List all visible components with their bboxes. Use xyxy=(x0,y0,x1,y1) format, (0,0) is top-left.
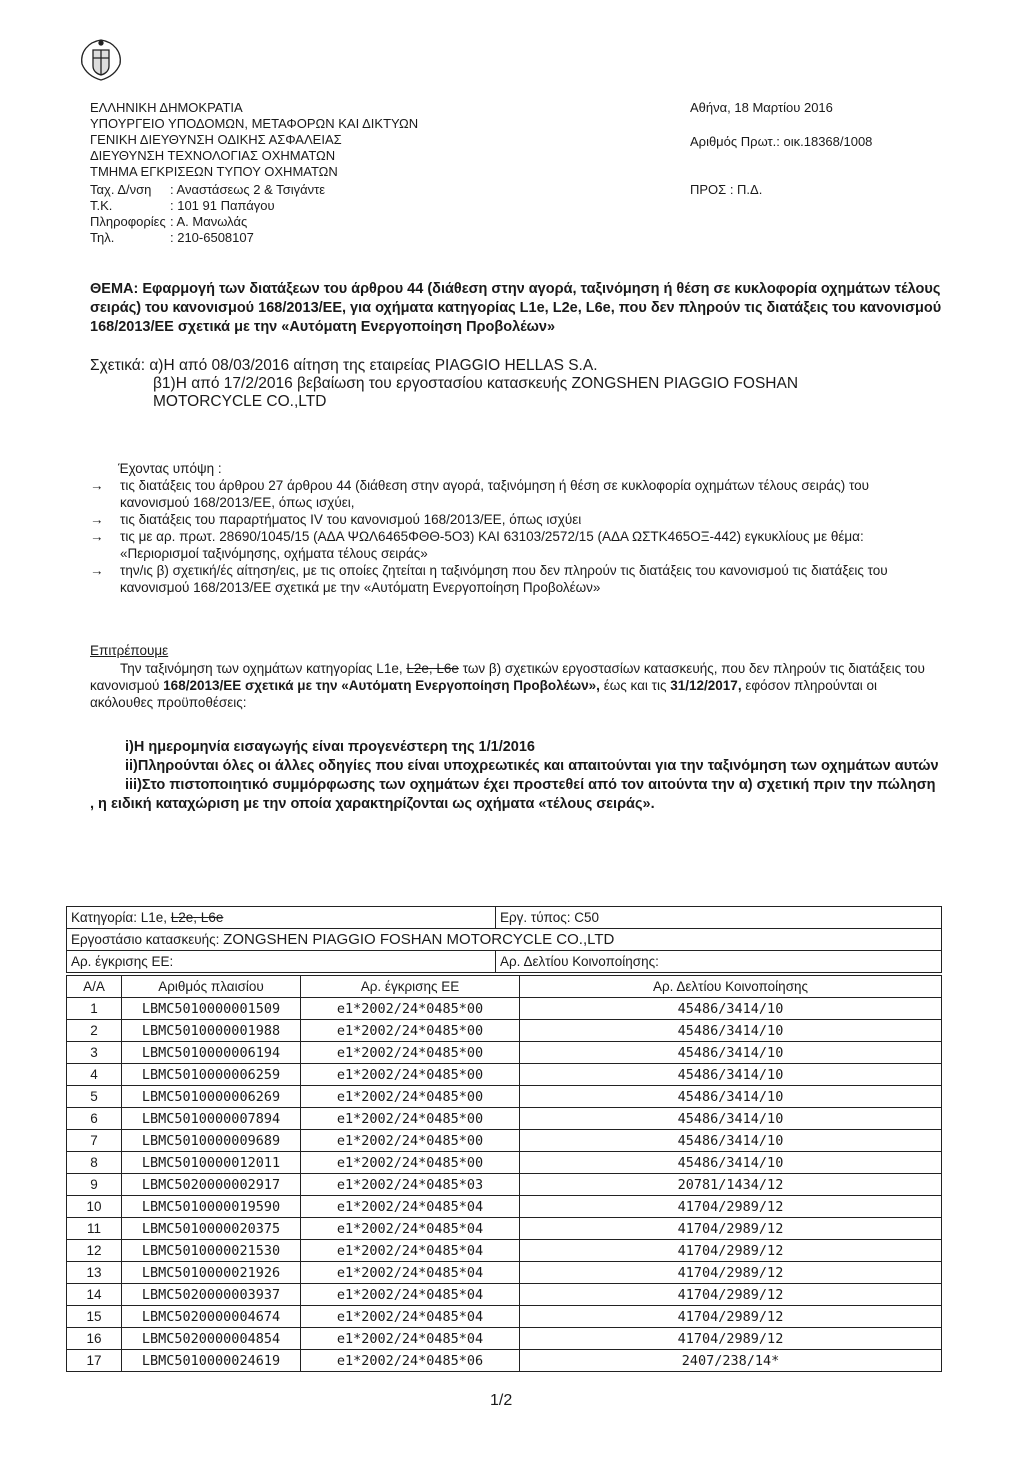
table-body xyxy=(67,998,942,1372)
row-number-cell: 15 xyxy=(67,1306,122,1328)
row-number-cell: 1 xyxy=(67,998,122,1020)
related-line: Σχετικά: α)Η από 08/03/2016 αίτηση της εταιρείας PIAGGIO HELLAS S.A. xyxy=(90,357,598,374)
table-row xyxy=(67,1328,942,1350)
contact-label: Ταχ. Δ/νση xyxy=(90,182,152,197)
chassis-number-cell: LBMC5010000007894 xyxy=(122,1108,301,1130)
eu-approval-number-cell: e1*2002/24*0485*00 xyxy=(301,998,520,1020)
row-number-cell: 5 xyxy=(67,1086,122,1108)
eu-approval-number-cell: e1*2002/24*0485*06 xyxy=(301,1350,520,1372)
notice-number-cell: 41704/2989/12 xyxy=(520,1284,942,1306)
condition-item: i)Η ημερομηνία εισαγωγής είναι προγενέστερη της 1/1/2016 xyxy=(125,739,536,755)
arrow-icon: → xyxy=(90,512,104,527)
list-item: → τις διατάξεις του παραρτήματος IV του κανονισμού 168/2013/ΕΕ, όπως ισχύει xyxy=(90,512,582,527)
chassis-number-cell: LBMC5010000019590 xyxy=(122,1196,301,1218)
condition-item: iii)Στο πιστοποιητικό συμμόρφωσης των οχημάτων έχει προστεθεί από τον αιτούντα την α) σχετική πριν την πώληση , η ειδική καταχώριση με την οποία χαρακτηρίζονται ως οχήματα «τέλους σειράς». xyxy=(90,777,936,812)
notice-number-cell: 41704/2989/12 xyxy=(520,1240,942,1262)
row-number-cell: 3 xyxy=(67,1042,122,1064)
notice-number-cell: 41704/2989/12 xyxy=(520,1306,942,1328)
table-row xyxy=(67,1108,942,1130)
notice-number-cell: 2407/238/14* xyxy=(520,1350,942,1372)
contact-value: : Α. Μανωλάς xyxy=(170,214,248,229)
contact-label: Τ.Κ. xyxy=(90,198,113,213)
notice-number-cell: 20781/1434/12 xyxy=(520,1174,942,1196)
column-header: Αρ. Δελτίου Κοινοποίησης xyxy=(520,976,942,998)
table-row xyxy=(67,1086,942,1108)
notice-number-cell: 45486/3414/10 xyxy=(520,1064,942,1086)
eu-approval-number-cell: e1*2002/24*0485*00 xyxy=(301,1152,520,1174)
table-row xyxy=(67,1284,942,1306)
chassis-number-cell: LBMC5020000003937 xyxy=(122,1284,301,1306)
eu-approval-number-cell: e1*2002/24*0485*04 xyxy=(301,1328,520,1350)
contact-value: : 210-6508107 xyxy=(170,230,254,245)
table-row xyxy=(67,1350,942,1372)
chassis-number-cell: LBMC5010000001988 xyxy=(122,1020,301,1042)
table-header-row xyxy=(67,976,942,998)
related-line: β1)Η από 17/2/2016 βεβαίωση του εργοστασίου κατασκευής ZONGSHEN PIAGGIO FOSHAN xyxy=(153,375,799,392)
table-row xyxy=(67,1196,942,1218)
notice-number-cell: 41704/2989/12 xyxy=(520,1196,942,1218)
notice-number-cell: 45486/3414/10 xyxy=(520,1020,942,1042)
contact-block xyxy=(90,182,325,246)
row-number-cell: 4 xyxy=(67,1064,122,1086)
list-item: → την/ις β) σχετική/ές αίτηση/εις, με τις οποίες ζητείται η ταξινόμηση που δεν πληρούν τις διατάξεις του κανονισμού τις διατάξεις του κανονισμού 168/2013/ΕΕ σχετικά με την «Αυτόματη Ενεργοποίηση Προβολέων» xyxy=(90,563,888,595)
chassis-number-cell: LBMC5010000006269 xyxy=(122,1086,301,1108)
column-header: Α/Α xyxy=(67,976,122,998)
row-number-cell: 2 xyxy=(67,1020,122,1042)
related-line: MOTORCYCLE CO.,LTD xyxy=(153,393,327,410)
contact-label: Πληροφορίες xyxy=(90,214,166,229)
notice-number-cell: 41704/2989/12 xyxy=(520,1218,942,1240)
chassis-number-cell: LBMC5010000020375 xyxy=(122,1218,301,1240)
chassis-number-cell: LBMC5010000012011 xyxy=(122,1152,301,1174)
eu-approval-number-cell: e1*2002/24*0485*00 xyxy=(301,1086,520,1108)
notice-number-cell: 45486/3414/10 xyxy=(520,1130,942,1152)
row-number-cell: 11 xyxy=(67,1218,122,1240)
header-line: ΥΠΟΥΡΓΕΙΟ ΥΠΟΔΟΜΩΝ, ΜΕΤΑΦΟΡΩΝ ΚΑΙ ΔΙΚΤΥΩΝ xyxy=(90,116,419,131)
eu-approval-number-cell: e1*2002/24*0485*04 xyxy=(301,1306,520,1328)
row-number-cell: 16 xyxy=(67,1328,122,1350)
eu-approval-number-cell: e1*2002/24*0485*00 xyxy=(301,1130,520,1152)
header-line: ΕΛΛΗΝΙΚΗ ΔΗΜΟΚΡΑΤΙΑ xyxy=(90,100,243,115)
recipient: ΠΡΟΣ : Π.Δ. xyxy=(690,182,763,197)
condition-item: ii)Πληρούνται όλες οι άλλες οδηγίες που είναι υποχρεωτικές και απαιτούνται για την ταξινόμηση των οχημάτων αυτών xyxy=(125,758,939,774)
notice-number-cell: 45486/3414/10 xyxy=(520,1152,942,1174)
table-row xyxy=(67,1174,942,1196)
notice-number-cell: 41704/2989/12 xyxy=(520,1328,942,1350)
eu-approval-number-cell: e1*2002/24*0485*00 xyxy=(301,1108,520,1130)
eu-approval-number-cell: e1*2002/24*0485*04 xyxy=(301,1196,520,1218)
arrow-icon: → xyxy=(90,529,104,544)
vehicle-list-table xyxy=(66,975,942,1372)
document-date: Αθήνα, 18 Μαρτίου 2016 xyxy=(690,100,833,115)
eu-approval-number-cell: e1*2002/24*0485*04 xyxy=(301,1218,520,1240)
page-number: 1/2 xyxy=(490,1392,513,1409)
table-row xyxy=(67,929,942,951)
chassis-number-cell: LBMC5010000009689 xyxy=(122,1130,301,1152)
chassis-number-cell: LBMC5020000004854 xyxy=(122,1328,301,1350)
permit-paragraph: Την ταξινόμηση των οχημάτων κατηγορίας L1e, L2e, L6e των β) σχετικών εργοστασίων κατασκευής, που δεν πληρούν τις διατάξεις του κανονισμού 168/2013/ΕΕ σχετικά με την «Αυτόματη Ενεργοποίηση Προβολέων», έως και τις 31/12/2017, εφόσον πληρούνται οι ακόλουθες προϋποθέσεις: xyxy=(90,661,925,710)
chassis-number-cell: LBMC5020000002917 xyxy=(122,1174,301,1196)
table-row xyxy=(67,1020,942,1042)
header-line: ΤΜΗΜΑ ΕΓΚΡΙΣΕΩΝ ΤΥΠΟΥ ΟΧΗΜΑΤΩΝ xyxy=(90,164,338,179)
row-number-cell: 7 xyxy=(67,1130,122,1152)
category-cell: Κατηγορία: L1e, L2e, L6e xyxy=(67,907,496,929)
row-number-cell: 14 xyxy=(67,1284,122,1306)
eu-approval-number-cell: e1*2002/24*0485*00 xyxy=(301,1042,520,1064)
vehicle-info-table xyxy=(66,906,942,973)
considering-title: Έχοντας υπόψη : xyxy=(118,461,222,476)
chassis-number-cell: LBMC5010000021530 xyxy=(122,1240,301,1262)
header-line: ΔΙΕΥΘΥΝΣΗ ΤΕΧΝΟΛΟΓΙΑΣ ΟΧΗΜΑΤΩΝ xyxy=(90,148,336,163)
protocol-number: Αριθμός Πρωτ.: οικ.18368/1008 xyxy=(690,134,873,149)
table-row xyxy=(67,1306,942,1328)
eu-approval-number-cell: e1*2002/24*0485*04 xyxy=(301,1284,520,1306)
considering-list xyxy=(90,477,940,596)
factory-type-cell: Εργ. τύπος: C50 xyxy=(496,907,942,929)
eu-approval-number-cell: e1*2002/24*0485*00 xyxy=(301,1064,520,1086)
table-row xyxy=(67,1240,942,1262)
notice-cell: Αρ. Δελτίου Κοινοποίησης: xyxy=(496,951,942,973)
chassis-number-cell: LBMC5010000021926 xyxy=(122,1262,301,1284)
table-row xyxy=(67,1218,942,1240)
row-number-cell: 8 xyxy=(67,1152,122,1174)
related-documents xyxy=(90,357,798,411)
column-header: Αρ. έγκρισης ΕΕ xyxy=(301,976,520,998)
contact-value: : 101 91 Παπάγου xyxy=(170,198,275,213)
notice-number-cell: 41704/2989/12 xyxy=(520,1262,942,1284)
contact-value: : Αναστάσεως 2 & Τσιγάντε xyxy=(170,182,326,197)
table-row xyxy=(67,907,942,929)
eu-approval-number-cell: e1*2002/24*0485*00 xyxy=(301,1020,520,1042)
table-row xyxy=(67,1042,942,1064)
table-row xyxy=(67,951,942,973)
notice-number-cell: 45486/3414/10 xyxy=(520,998,942,1020)
row-number-cell: 6 xyxy=(67,1108,122,1130)
chassis-number-cell: LBMC5010000006194 xyxy=(122,1042,301,1064)
header-line: ΓΕΝΙΚΗ ΔΙΕΥΘΥΝΣΗ ΟΔΙΚΗΣ ΑΣΦΑΛΕΙΑΣ xyxy=(90,132,342,147)
greek-coat-of-arms-icon xyxy=(78,38,124,82)
eu-approval-number-cell: e1*2002/24*0485*04 xyxy=(301,1262,520,1284)
contact-label: Τηλ. xyxy=(90,230,115,245)
notice-number-cell: 45486/3414/10 xyxy=(520,1108,942,1130)
row-number-cell: 17 xyxy=(67,1350,122,1372)
arrow-icon: → xyxy=(90,478,104,493)
eu-approval-number-cell: e1*2002/24*0485*04 xyxy=(301,1240,520,1262)
row-number-cell: 9 xyxy=(67,1174,122,1196)
row-number-cell: 10 xyxy=(67,1196,122,1218)
conditions-list xyxy=(90,738,940,814)
ministry-header xyxy=(90,100,418,180)
chassis-number-cell: LBMC5010000006259 xyxy=(122,1064,301,1086)
list-item: → τις διατάξεις του άρθρου 27 άρθρου 44 (διάθεση στην αγορά, ταξινόμηση ή θέση σε κυκλοφορία οχημάτων τέλους σειράς) του κανονισμού 168/2013/ΕΕ, όπως ισχύει, xyxy=(90,478,869,510)
table-row xyxy=(67,1130,942,1152)
arrow-icon: → xyxy=(90,563,104,578)
eu-approval-number-cell: e1*2002/24*0485*03 xyxy=(301,1174,520,1196)
row-number-cell: 13 xyxy=(67,1262,122,1284)
factory-cell: Εργοστάσιο κατασκευής: ZONGSHEN PIAGGIO FOSHAN MOTORCYCLE CO.,LTD xyxy=(67,929,942,951)
column-header: Αριθμός πλαισίου xyxy=(122,976,301,998)
notice-number-cell: 45486/3414/10 xyxy=(520,1042,942,1064)
table-row xyxy=(67,1262,942,1284)
permit-heading: Επιτρέπουμε xyxy=(90,643,169,658)
chassis-number-cell: LBMC5020000004674 xyxy=(122,1306,301,1328)
table-row xyxy=(67,998,942,1020)
subject: ΘΕΜΑ: Εφαρμογή των διατάξεων του άρθρου 44 (διάθεση στην αγορά, ταξινόμηση ή θέση σε κυκλοφορία οχημάτων τέλους σειράς) του κανονισμού 168/2013/ΕΕ, για οχήματα κατηγορίας L1e, L2e, L6e, που δεν πληρούν τις διατάξεις του κανονισμού 168/2013/ΕΕ σχετικά με την «Αυτόματη Ενεργοποίηση Προβολέων» xyxy=(90,281,942,335)
row-number-cell: 12 xyxy=(67,1240,122,1262)
list-item: → τις με αρ. πρωτ. 28690/1045/15 (ΑΔΑ ΨΩΛ6465ΦΘΘ-5Ο3) ΚΑΙ 63103/2572/15 (ΑΔΑ ΩΣΤΚ465ΟΞ-442) εγκυκλίους με θέμα: «Περιορισμοί ταξινόμησης, οχήματα τέλους σειράς» xyxy=(90,529,864,561)
table-row xyxy=(67,1064,942,1086)
notice-number-cell: 45486/3414/10 xyxy=(520,1086,942,1108)
chassis-number-cell: LBMC5010000024619 xyxy=(122,1350,301,1372)
eu-approval-cell: Αρ. έγκρισης ΕΕ: xyxy=(67,951,496,973)
chassis-number-cell: LBMC5010000001509 xyxy=(122,998,301,1020)
table-row xyxy=(67,1152,942,1174)
